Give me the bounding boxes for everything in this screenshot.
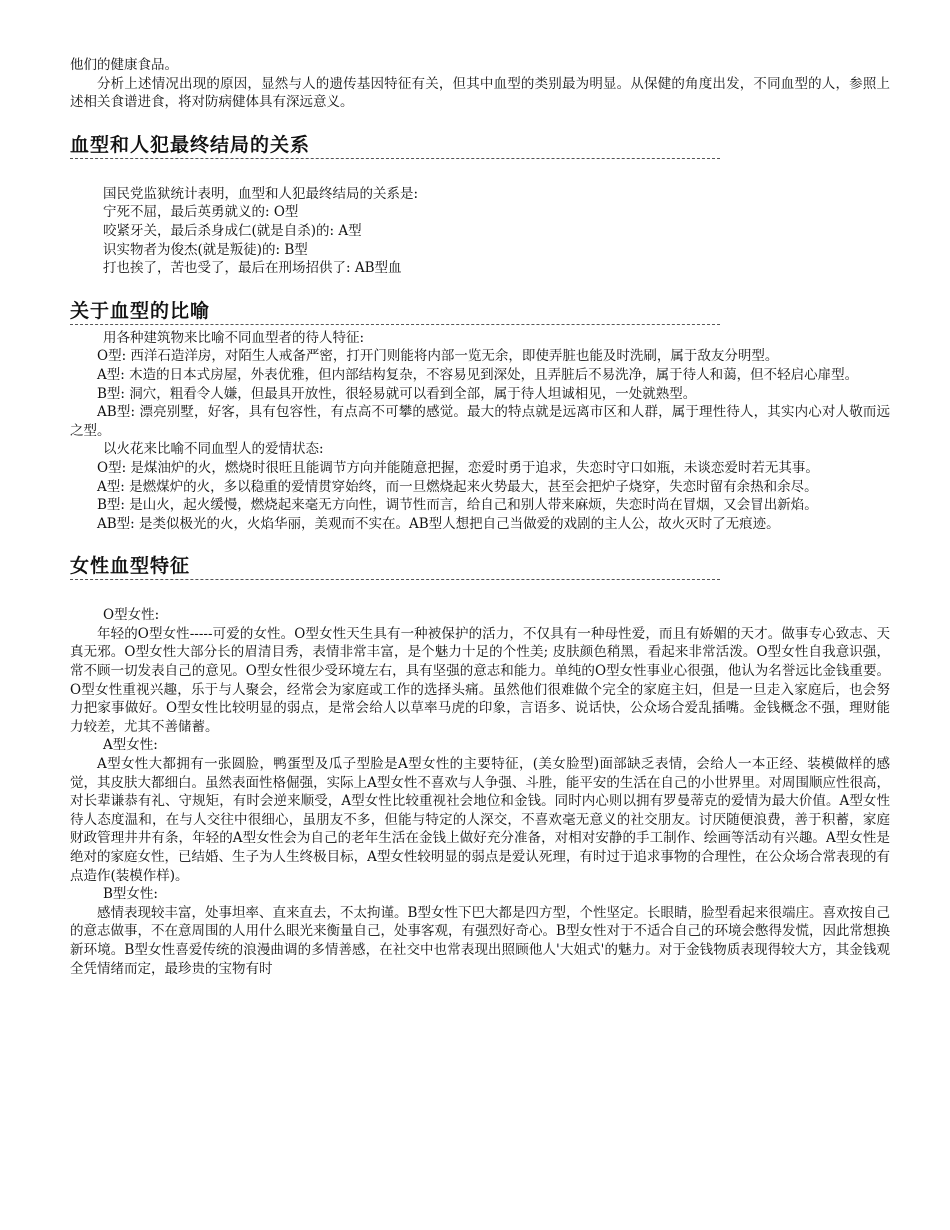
- intro-line: 他们的健康食品。: [70, 57, 178, 73]
- section-metaphor: [70, 298, 890, 534]
- prison-line: 国民党监狱统计表明，血型和人犯最终结局的关系是:: [103, 185, 419, 202]
- section-divider: [70, 158, 720, 159]
- female-type-paragraph: 感情表现较丰富，处事坦率、直来直去，不太拘谨。B型女性下巴大都是四方型，个性坚定。长眼睛，脸型看起来很端庄。喜欢按自己的意志做事，不在意周围的人用什么眼光来衡量自己，处事客观，有强烈好奇心。B型女性对于不适合自己的环境会憋得发慌，因此常想换新环境。B型女性喜爱传统的浪漫曲调的多情善感，在社交中也常表现出照顾他人'大姐式'的魅力。对于金钱物质表现得较大方，其金钱观全凭情绪而定，最珍贵的宝物有时: [70, 904, 890, 977]
- metaphor-paragraph: AB型: 是类似极光的火，火焰华丽，美观而不实在。AB型人想把自己当做爱的戏剧的主人公，故火灭时了无痕迹。: [97, 515, 780, 532]
- metaphor-paragraph: 以火花来比喻不同血型人的爱情状态:: [103, 441, 324, 458]
- section-title-prison: 血型和人犯最终结局的关系: [70, 133, 311, 156]
- metaphor-paragraph: O型: 是煤油炉的火，燃烧时很旺且能调节方向并能随意把握，恋爱时勇于追求，失恋时守口如瓶，未谈恋爱时若无其事。: [97, 459, 819, 476]
- metaphor-paragraph: AB型: 漂亮别墅，好客，具有包容性，有点高不可攀的感觉。最大的特点就是远离市区和人群，属于理性待人，其实内心对人敬而远之型。: [70, 404, 890, 439]
- female-type-label: B型女性:: [103, 886, 158, 903]
- section-divider: [70, 324, 720, 325]
- female-type-paragraph: A型女性大都拥有一张圆脸，鸭蛋型及瓜子型脸是A型女性的主要特征，(美女脸型)面部缺乏表情，会给人一本正经、装模做样的感觉，其皮肤大都细白。虽然表面性格倔强，实际上A型女性不喜欢与人争强、斗胜，能平安的生活在自己的小世界里。对周围顺应性很高，对长辈谦恭有礼、守规矩，有时会逆来顺受，A型女性比较重视社会地位和金钱。同时内心则以拥有罗曼蒂克的爱情为最大价值。A型女性待人态度温和，在与人交往中很细心，虽朋友不多，但能与特定的人深交，不喜欢毫无意义的社交朋友。讨厌随便浪费，善于积蓄，家庭财政管理井井有条，年轻的A型女性会为自己的老年生活在金钱上做好充分准备，对相对安静的手工制作、绘画等活动有兴趣。A型女性是绝对的家庭女性，已结婚、生子为人生终极目标，A型女性较明显的弱点是爱认死理，有时过于追求事物的合理性，在公众场合常表现的有点造作(装模作样)。: [70, 756, 890, 884]
- intro-paragraph: 分析上述情况出现的原因，显然与人的遗传基因特征有关，但其中血型的类别最为明显。从保健的角度出发，不同血型的人，参照上述相关食谱进食，将对防病健体具有深远意义。: [70, 75, 890, 111]
- prison-line: 打也挨了，苦也受了，最后在刑场招供了: AB型血: [103, 260, 402, 277]
- female-type-paragraph: 年轻的O型女性-----可爱的女性。O型女性天生具有一种被保护的活力，不仅具有一种母性爱，而且有娇媚的天才。做事专心致志、天真无邪。O型女性大部分长的眉清目秀，表情非常丰富，是个魅力十足的个性美; 皮肤颜色稍黑，看起来非常活泼。O型女性自我意识强，常不顾一切发表自己的意见。O型女性很少受环境左右，具有坚强的意志和能力。单纯的O型女性事业心很强，他认为名誉远比金钱重要。O型女性重视兴趣，乐于与人聚会，经常会为家庭或工作的选择头痛。虽然他们很难做个完全的家庭主妇，但是一旦走入家庭后，也会努力把家事做好。O型女性比较明显的弱点，是常会给人以草率马虎的印象，言语多、说话快，公众场合爱乱插嘴。金钱概念不强，理财能力较差，尤其不善储蓄。: [70, 625, 890, 735]
- section-divider: [70, 579, 720, 580]
- metaphor-paragraph: A型: 是燃煤炉的火，多以稳重的爱情贯穿始终，而一旦燃烧起来火势最大，甚至会把炉子烧穿，失恋时留有余热和余尽。: [97, 478, 818, 495]
- section-title-metaphor: 关于血型的比喻: [70, 299, 211, 322]
- document-page: [70, 56, 890, 978]
- section-title-female: 女性血型特征: [70, 555, 191, 578]
- prison-line: 咬紧牙关，最后杀身成仁(就是自杀)的: A型: [103, 222, 362, 239]
- female-type-label: O型女性:: [103, 607, 160, 624]
- metaphor-paragraph: A型: 木造的日本式房屋，外表优雅，但内部结构复杂，不容易见到深处，且弄脏后不易洗净，属于待人和蔼，但不轻启心扉型。: [97, 366, 859, 383]
- female-type-label: A型女性:: [103, 737, 158, 754]
- section-female: [70, 553, 890, 978]
- metaphor-paragraph: B型: 洞穴，粗看令人嫌，但最具开放性，很轻易就可以看到全部，属于待人坦诚相见，一处就熟型。: [97, 385, 697, 402]
- prison-line: 识实物者为俊杰(就是叛徒)的: B型: [103, 241, 308, 258]
- metaphor-paragraph: O型: 西洋石造洋房，对陌生人戒备严密，打开门则能将内部一览无余，即使弄脏也能及时洗刷，属于敌友分明型。: [97, 348, 779, 365]
- metaphor-paragraph: 用各种建筑物来比喻不同血型者的待人特征:: [103, 329, 365, 346]
- metaphor-paragraph: B型: 是山火，起火缓慢，燃烧起来毫无方向性，调节性而言，给自己和别人带来麻烦，失恋时尚在冒烟，又会冒出新焰。: [97, 497, 818, 514]
- section-prison: [70, 132, 890, 278]
- prison-line: 宁死不屈，最后英勇就义的: O型: [103, 204, 299, 221]
